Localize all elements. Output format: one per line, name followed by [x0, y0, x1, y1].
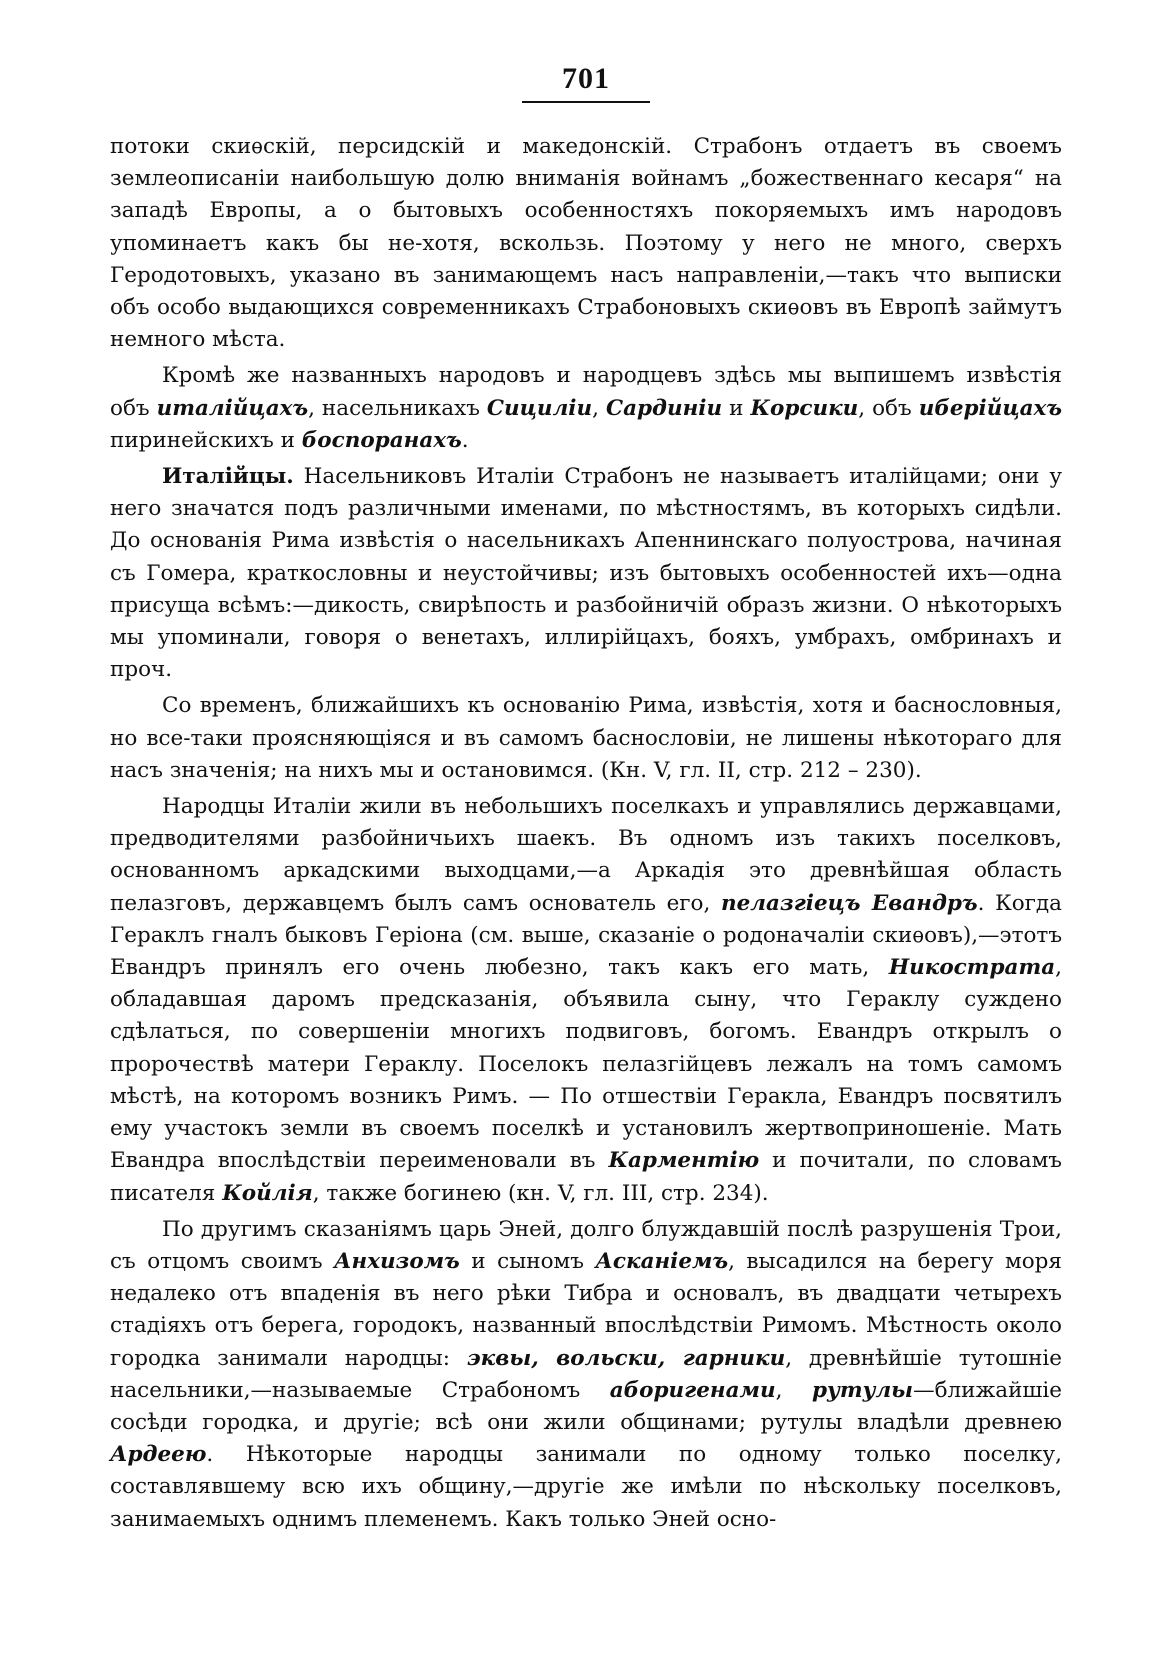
- text-run: , высадился на берегу моря недалеко отъ впаденія въ него рѣки Тибра и основалъ, въ двадцати четырехъ стадіяхъ отъ берега, городокъ, названный впослѣдствіи Римомъ. Мѣстность около городка занимали народцы:: [110, 1248, 1062, 1371]
- text-run: ,: [775, 1377, 812, 1403]
- text-run: ,: [592, 395, 606, 421]
- text-run: Кромѣ же названныхъ народовъ и народцевъ здѣсь мы выпишемъ извѣстія объ: [110, 363, 1062, 421]
- text-run: , также богинею (кн. V, гл. III, стр. 234).: [312, 1180, 769, 1206]
- paragraph-p6: [110, 1214, 1062, 1536]
- italic-term: пелазгіецъ Евандръ: [721, 890, 978, 916]
- italic-term: рутулы: [811, 1377, 914, 1403]
- text-run: и сыномъ: [459, 1248, 596, 1274]
- paragraph-p2: [110, 360, 1062, 457]
- text-run: , древнѣйшіе тутошніе насельники,—называемые Страбономъ: [110, 1345, 1062, 1403]
- paragraph-p3: [110, 461, 1062, 686]
- italic-term: Никострата: [888, 955, 1056, 981]
- text-run: . Нѣкоторые народцы занимали по одному только поселку, составлявшему всю ихъ общину,—другіе же имѣли по нѣскольку поселковъ, занимаемыхъ однимъ племенемъ. Какъ только Эней осно-: [110, 1442, 1062, 1532]
- paragraph-p1: [110, 131, 1062, 356]
- body-text: [110, 131, 1062, 1540]
- text-run: По другимъ сказаніямъ царь Эней, долго блуждавшій послѣ разрушенія Трои, съ отцомъ своимъ: [110, 1216, 1062, 1274]
- text-run: потоки скиѳскій, персидскій и македонскій. Страбонъ отдаетъ въ своемъ землеописаніи наибольшую долю вниманія войнамъ „божественнаго кесаря“ на западѣ Европы, а о бытовыхъ особенностяхъ покоряемыхъ имъ народовъ упоминаетъ какъ бы не-хотя, вскользь. Поэтому у него не много, сверхъ Геродотовыхъ, указано въ занимающемъ насъ направленіи,—такъ что выписки объ особо выдающихся современникахъ Страбоновыхъ скиѳовъ въ Европѣ займутъ немного мѣста.: [110, 134, 1062, 353]
- italic-term: Койлія: [222, 1180, 313, 1206]
- text-run: . Когда Гераклъ гналъ быковъ Геріона (см. выше, сказаніе о родоначаліи скиѳовъ),—этотъ Евандръ принялъ его очень любезно, такъ какъ его мать,: [110, 890, 1062, 981]
- paragraph-p4: [110, 690, 1062, 787]
- italic-term: эквы, вольски, гарники: [466, 1345, 786, 1371]
- text-run: Насельниковъ Италіи Страбонъ не называетъ италійцами; они у него значатся подъ различными именами, по мѣстностямъ, въ которыхъ сидѣли. До основанія Рима извѣстія о насельникахъ Апеннинскаго полуострова, начиная съ Гомера, краткословны и неустойчивы; изъ бытовыхъ особенностей ихъ—одна присуща всѣмъ:—дикость, свирѣпость и разбойничій образъ жизни. О нѣкоторыхъ мы упоминали, говоря о венетахъ, иллирійцахъ, бояхъ, умбрахъ, омбринахъ и проч.: [110, 464, 1062, 683]
- header-rule: [522, 101, 650, 103]
- italic-term: аборигенами: [609, 1377, 776, 1403]
- text-run: .: [461, 427, 469, 453]
- section-heading: Италійцы.: [162, 464, 294, 490]
- italic-term: италійцахъ: [156, 395, 309, 421]
- page-number: 701: [562, 62, 610, 95]
- text-run: , насельникахъ: [308, 395, 487, 421]
- text-run: , обладавшая даромъ предсказанія, объявила сыну, что Гераклу суждено сдѣлаться, по совершеніи многихъ подвиговъ, богомъ. Евандръ открылъ о пророчествѣ матери Гераклу. Поселокъ пелазгійцевъ лежалъ на томъ самомъ мѣстѣ, на которомъ возникъ Римъ. — По отшествіи Геракла, Евандръ посвятилъ ему участокъ земли въ своемъ поселкѣ и установилъ жертвоприношеніе. Мать Евандра впослѣдствіи переименовали въ: [110, 955, 1062, 1174]
- paragraph-p5: [110, 791, 1062, 1210]
- text-run: Со временъ, ближайшихъ къ основанію Рима, извѣстія, хотя и баснословныя, но все-таки проясняющіяся и въ самомъ баснословіи, не лишены нѣкотораго для насъ значенія; на нихъ мы и остановимся. (Кн. V, гл. II, стр. 212 – 230).: [110, 693, 1062, 783]
- text-run: и: [722, 395, 751, 421]
- italic-term: иберійцахъ: [918, 395, 1063, 421]
- text-run: , объ: [858, 395, 919, 421]
- italic-term: Асканіемъ: [595, 1248, 729, 1274]
- italic-term: Корсики: [750, 395, 859, 421]
- italic-term: Карментію: [608, 1148, 760, 1174]
- text-run: и почитали, по словамъ писателя: [110, 1148, 1062, 1206]
- italic-term: Анхизомъ: [334, 1248, 460, 1274]
- italic-term: Сициліи: [486, 395, 593, 421]
- text-run: пиринейскихъ и: [110, 427, 302, 453]
- text-run: Народцы Италіи жили въ небольшихъ поселкахъ и управлялись державцами, предводителями разбойничьихъ шаекъ. Въ одномъ изъ такихъ поселковъ, основанномъ аркадскими выходцами,—а Аркадія это древнѣйшая область пелазговъ, державцемъ былъ самъ основатель его,: [110, 794, 1062, 916]
- italic-term: Ардеею: [110, 1442, 207, 1468]
- page-header: [0, 62, 1172, 96]
- italic-term: боспоранахъ: [301, 427, 462, 453]
- italic-term: Сардиніи: [605, 395, 723, 421]
- text-run: —ближайшіе сосѣди городка, и другіе; всѣ они жили общинами; рутулы владѣли древнею: [110, 1377, 1063, 1435]
